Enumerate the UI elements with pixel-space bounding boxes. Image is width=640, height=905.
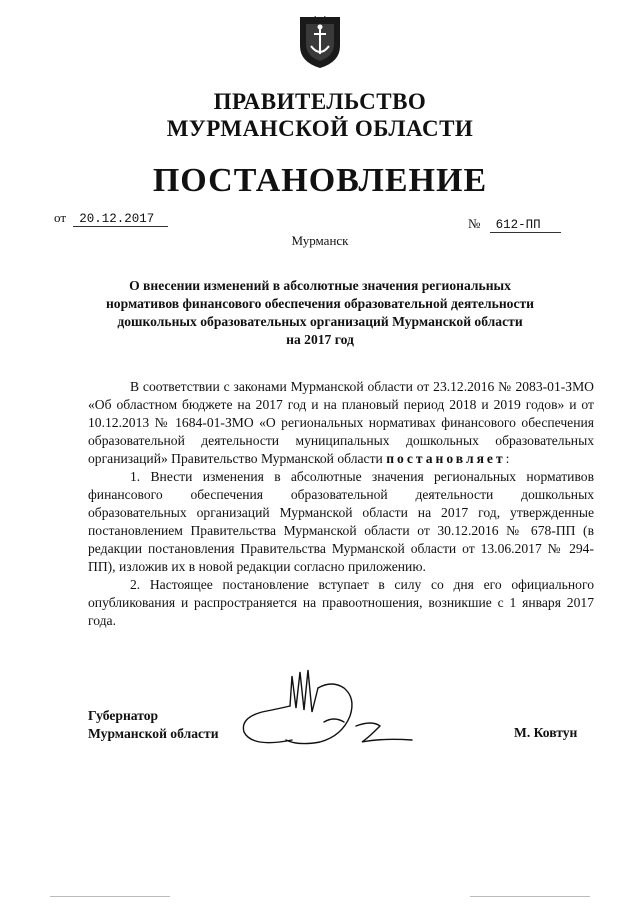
document-number: 612-ПП bbox=[490, 218, 561, 233]
signatory-position bbox=[88, 707, 219, 743]
government-title-line1: ПРАВИТЕЛЬСТВО bbox=[213, 89, 427, 114]
subject-line: О внесении изменений в абсолютные значения региональных bbox=[129, 278, 511, 293]
decree-colon: : bbox=[505, 451, 510, 466]
document-subject bbox=[80, 277, 560, 349]
date-label: от bbox=[54, 210, 67, 225]
preamble-paragraph bbox=[88, 378, 594, 468]
signatory-position-line2: Мурманской области bbox=[88, 726, 219, 741]
government-title-line2: МУРМАНСКОЙ ОБЛАСТИ bbox=[166, 116, 474, 141]
subject-line: на 2017 год bbox=[286, 332, 354, 347]
number-label: № bbox=[468, 216, 481, 231]
item-2: 2. Настоящее постановление вступает в силу со дня его официального опубликования и распространяется на правоотношения, возникшие с 1 января 2017 года. bbox=[88, 577, 594, 628]
decree-word: постановляет bbox=[386, 451, 506, 466]
item-1: 1. Внести изменения в абсолютные значения региональных нормативов финансового обеспечения образовательной деятельности дошкольных образовательных организаций Мурманской области на 2017 год, утвержденные постановлением Правительства Мурманской области от 30.12.2016 № 678-ПП (в редакции постановления Правительства Мурманской области от 13.06.2017 № 294-ПП), изложив их в новой редакции согласно приложению. bbox=[88, 469, 594, 574]
document-body bbox=[88, 378, 594, 630]
signatory-position-line1: Губернатор bbox=[88, 708, 159, 723]
document-type: ПОСТАНОВЛЕНИЕ bbox=[152, 162, 488, 199]
footer-rule bbox=[50, 896, 170, 897]
coat-of-arms-icon bbox=[297, 14, 343, 70]
signatory-name: М. Ковтун bbox=[514, 725, 578, 740]
subject-line: нормативов финансового обеспечения образовательной деятельности bbox=[105, 296, 535, 311]
footer-rule bbox=[470, 896, 590, 897]
preamble-text: В соответствии с законами Мурманской области от 23.12.2016 № 2083-01-ЗМО «Об областном бюджете на 2017 год и на плановый период 2018 и 2019 годов» и от 10.12.2013 № 1684-01-ЗМО «О региональных нормативах финансового обеспечения образовательной деятельности муниципальных дошкольных образовательных организаций» Правительство Мурманской области bbox=[88, 379, 594, 466]
document-date: 20.12.2017 bbox=[73, 212, 168, 227]
subject-line: дошкольных образовательных организаций Мурманской области bbox=[117, 314, 523, 329]
handwritten-signature bbox=[232, 666, 422, 760]
date-row bbox=[54, 210, 168, 227]
number-row bbox=[468, 216, 561, 233]
city: Мурманск bbox=[291, 233, 349, 248]
government-title bbox=[0, 88, 640, 142]
